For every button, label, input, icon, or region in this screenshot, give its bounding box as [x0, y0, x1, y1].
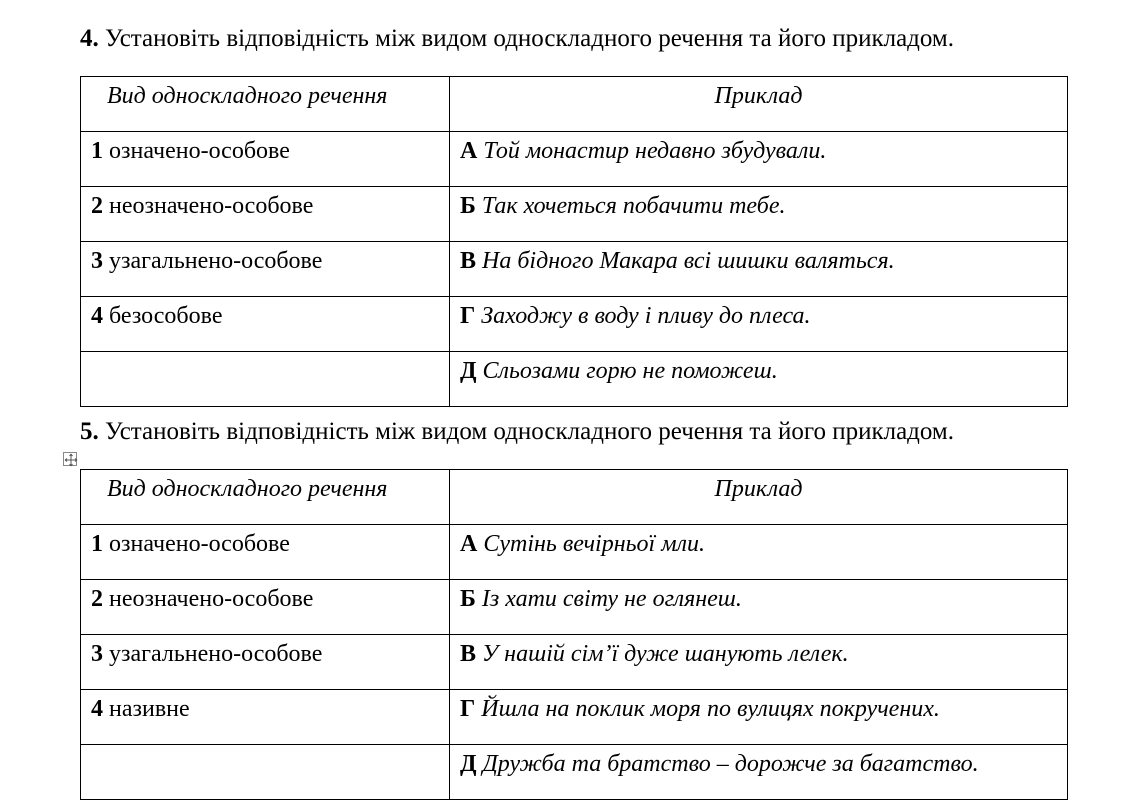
example-text: У нашій сім’ї дуже шанують лелек.	[482, 641, 849, 667]
header-example: Приклад	[450, 470, 1068, 525]
example-letter: Б	[460, 586, 476, 612]
example-letter: А	[460, 531, 478, 557]
header-example: Приклад	[450, 77, 1068, 132]
example-letter: А	[460, 138, 478, 164]
table-row	[81, 745, 1068, 800]
header-type: Вид односкладного речення	[81, 470, 450, 525]
type-label: неозначено-особове	[109, 193, 314, 219]
type-label: означено-особове	[109, 531, 290, 557]
type-cell	[81, 525, 450, 580]
type-number: 1	[91, 138, 103, 164]
question-4-table	[80, 76, 1068, 407]
example-text: На бідного Макара всі шишки валяться.	[482, 248, 895, 274]
example-letter: В	[460, 248, 477, 274]
example-letter: Г	[460, 696, 476, 722]
question-text: Установіть відповідність між видом односкладного речення та його прикладом.	[105, 418, 954, 445]
table-row	[81, 690, 1068, 745]
example-text: Дружба та братство – дорожче за багатство.	[482, 751, 979, 777]
example-text: Той монастир недавно збудували.	[483, 138, 827, 164]
table-row	[81, 132, 1068, 187]
empty-type-cell	[81, 352, 450, 407]
example-text: Йшла на поклик моря по вулицях покручених.	[481, 696, 940, 722]
type-cell	[81, 132, 450, 187]
question-text: Установіть відповідність між видом односкладного речення та його прикладом.	[105, 25, 954, 52]
table-row	[81, 580, 1068, 635]
empty-type-cell	[81, 745, 450, 800]
example-cell	[450, 690, 1068, 745]
example-cell	[450, 187, 1068, 242]
example-text: Сльозами горю не поможеш.	[482, 358, 778, 384]
table-row	[81, 242, 1068, 297]
type-cell	[81, 580, 450, 635]
type-cell	[81, 187, 450, 242]
example-letter: В	[460, 641, 477, 667]
type-cell	[81, 242, 450, 297]
table-header-row	[81, 470, 1068, 525]
type-label: узагальнено-особове	[109, 248, 323, 274]
type-cell	[81, 297, 450, 352]
table-move-handle-icon[interactable]	[63, 452, 77, 466]
type-label: називне	[109, 696, 190, 722]
type-number: 4	[91, 303, 103, 329]
question-5-title	[80, 417, 954, 447]
question-number: 4.	[80, 25, 99, 52]
type-number: 3	[91, 248, 103, 274]
example-text: Сутінь вечірньої мли.	[483, 531, 705, 557]
type-cell	[81, 690, 450, 745]
example-text: Із хати світу не оглянеш.	[481, 586, 742, 612]
type-number: 4	[91, 696, 103, 722]
table-row	[81, 187, 1068, 242]
example-cell	[450, 525, 1068, 580]
table-header-row	[81, 77, 1068, 132]
type-number: 2	[91, 193, 103, 219]
example-letter: Д	[460, 751, 477, 777]
example-cell	[450, 242, 1068, 297]
header-type: Вид односкладного речення	[81, 77, 450, 132]
type-label: безособове	[109, 303, 223, 329]
table-row	[81, 635, 1068, 690]
type-cell	[81, 635, 450, 690]
type-label: узагальнено-особове	[109, 641, 323, 667]
example-letter: Б	[460, 193, 476, 219]
example-cell	[450, 580, 1068, 635]
example-cell	[450, 132, 1068, 187]
question-4-title	[80, 24, 954, 54]
type-number: 2	[91, 586, 103, 612]
example-cell	[450, 635, 1068, 690]
example-letter: Г	[460, 303, 476, 329]
table-row	[81, 525, 1068, 580]
type-label: означено-особове	[109, 138, 290, 164]
question-5-table	[80, 469, 1068, 800]
example-letter: Д	[460, 358, 477, 384]
example-cell	[450, 297, 1068, 352]
example-text: Заходжу в воду і пливу до плеса.	[481, 303, 811, 329]
example-text: Так хочеться побачити тебе.	[481, 193, 786, 219]
type-number: 1	[91, 531, 103, 557]
example-cell	[450, 352, 1068, 407]
table-row	[81, 352, 1068, 407]
table-row	[81, 297, 1068, 352]
type-number: 3	[91, 641, 103, 667]
question-number: 5.	[80, 418, 99, 445]
type-label: неозначено-особове	[109, 586, 314, 612]
example-cell	[450, 745, 1068, 800]
